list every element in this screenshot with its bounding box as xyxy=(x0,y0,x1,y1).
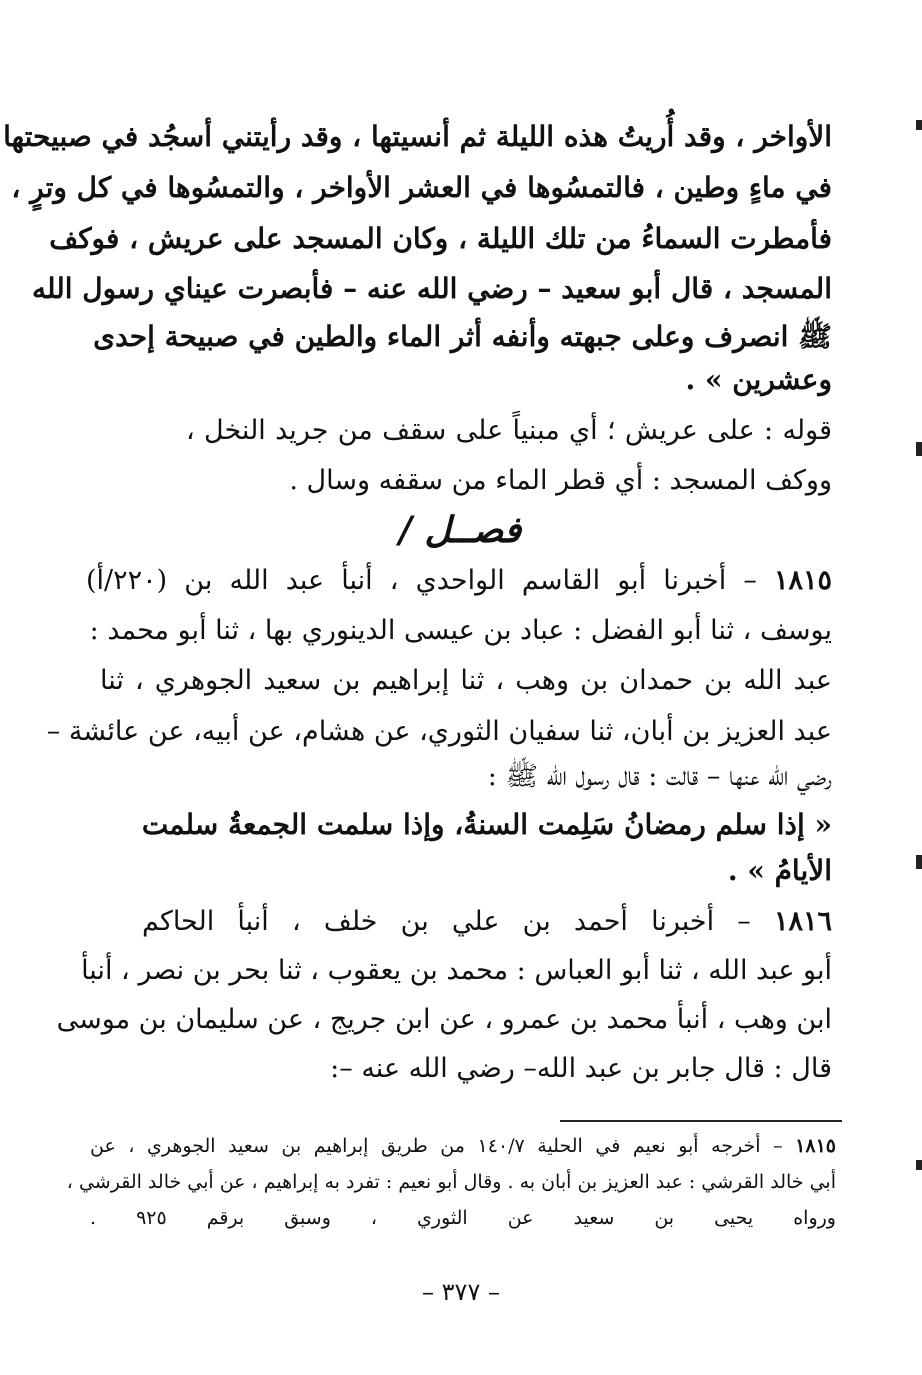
para1-line: وعشرين » . xyxy=(685,363,832,396)
para3-line: يوسف ، ثنا أبو الفضل : عباد بن عيسى الدينوري بها ، ثنا أبو محمد : xyxy=(89,615,832,646)
para2-line: ووكف المسجد : أي قطر الماء من سقفه وسال . xyxy=(289,465,832,496)
footnote-first-text: – أخرجه أبو نعيم في الحلية ١٤٠/٧ من طريق إبراهيم بن سعيد الجوهري ، عن xyxy=(90,1135,783,1157)
footnote-divider xyxy=(560,1120,842,1122)
hadith-quote-line: الأيامُ » . xyxy=(727,854,832,887)
footnote-line: أبي خالد القرشي : عبد العزيز بن أبان به . وقال أبو نعيم : تفرد به إبراهيم ، عن أبي خالد القرشي ، xyxy=(66,1171,836,1193)
para3-first-line xyxy=(86,556,832,606)
section-heading: فصــل / xyxy=(398,509,522,551)
scan-edge-mark xyxy=(916,442,922,456)
para3-line: رضي الله عنها – قالت : قال رسول الله ﷺ : xyxy=(487,761,832,792)
para1-line: المسجد ، قال أبو سعيد – رضي الله عنه – فأبصرت عيناي رسول الله xyxy=(31,272,832,305)
para4-first-line xyxy=(142,897,832,947)
scan-edge-mark xyxy=(916,1160,922,1170)
footnote-line: ورواه يحيى بن سعيد عن الثوري ، وسبق برقم ٩٢٥ . xyxy=(90,1207,836,1229)
para4-line: ابن وهب ، أنبأ محمد بن عمرو ، عن ابن جريج ، عن سليمان بن موسى xyxy=(56,1004,832,1035)
para1-line: ﷺ انصرف وعلى جبهته وأنفه أثر الماء والطين في صبيحة إحدى xyxy=(93,320,832,353)
para3-line: عبد العزيز بن أبان، ثنا سفيان الثوري، عن هشام، عن أبيه، عن عائشة – xyxy=(46,716,832,747)
para4-first-text: – أخبرنا أحمد بن علي بن خلف ، أنبأ الحاكم xyxy=(142,906,751,937)
para4-line: قال : قال جابر بن عبد الله– رضي الله عنه –: xyxy=(330,1053,832,1084)
page-number: – ٣٧٧ – xyxy=(422,1278,500,1306)
footnote-first-line xyxy=(90,1128,836,1164)
para3-first-text: – أخبرنا أبو القاسم الواحدي ، أنبأ عبد الله بن (٢٢٠/أ) xyxy=(86,565,757,596)
hadith-quote-line: « إذا سلم رمضانُ سَلِمت السنةُ، وإذا سلمت الجمعةُ سلمت xyxy=(141,808,832,841)
para4-line: أبو عبد الله ، ثنا أبو العباس : محمد بن يعقوب ، ثنا بحر بن نصر ، أنبأ xyxy=(81,955,832,986)
scan-edge-mark xyxy=(916,855,922,869)
hadith-number-1816: ١٨١٦ xyxy=(773,906,832,937)
para3-line: عبد الله بن حمدان بن وهب ، ثنا إبراهيم بن سعيد الجوهري ، ثنا xyxy=(100,665,832,696)
scan-edge-mark xyxy=(916,120,922,130)
footnote-number: ١٨١٥ xyxy=(795,1135,836,1157)
para1-line: الأواخر ، وقد أُريتُ هذه الليلة ثم أنسيتها ، وقد رأيتني أسجُد في صبيحتها xyxy=(3,120,832,153)
hadith-number-1815: ١٨١٥ xyxy=(773,565,832,596)
para2-line: قوله : على عريش ؛ أي مبنياً على سقف من جريد النخل ، xyxy=(186,415,832,446)
para1-line: في ماءٍ وطين ، فالتمسُوها في العشر الأواخر ، والتمسُوها في كل وترٍ ، xyxy=(11,171,832,204)
para1-line: فأمطرت السماءُ من تلك الليلة ، وكان المسجد على عريش ، فوكف xyxy=(49,222,832,255)
